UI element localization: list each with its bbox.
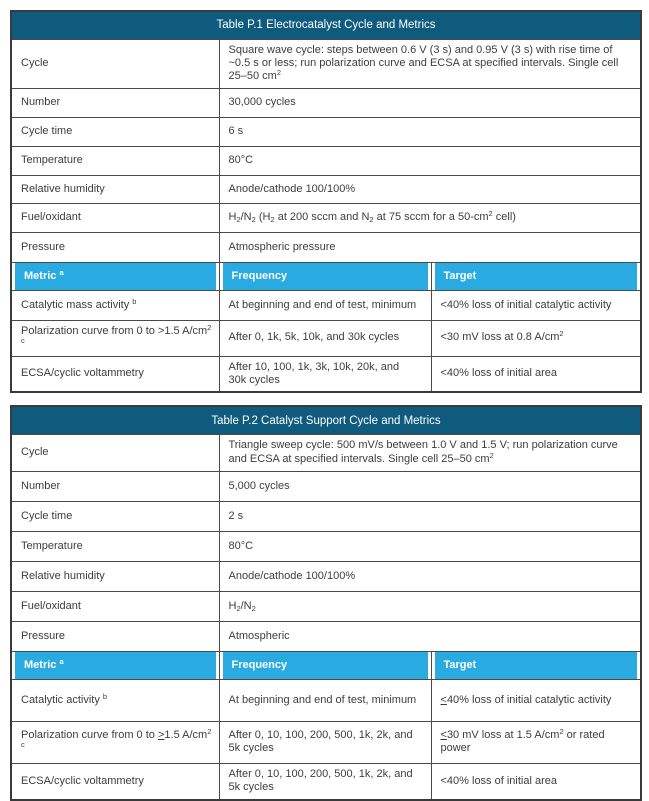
metric-row bbox=[11, 290, 641, 320]
table-row bbox=[11, 175, 641, 203]
metric-target: <40% loss of initial area bbox=[431, 763, 641, 799]
metric-name: Polarization curve from 0 to >1.5 $A/cm^{2 c}$ bbox=[11, 721, 219, 763]
param-value: Triangle sweep cycle: 500 mV/s between 1.0 V and 1.5 V; run polarization curve and ECSA at specified intervals. Single cell 25–50 $cm^2$ bbox=[219, 434, 641, 471]
table-p2-title-row bbox=[11, 406, 641, 434]
table-row bbox=[11, 434, 641, 471]
metric-header-target: Target bbox=[431, 651, 641, 679]
metric-frequency: At beginning and end of test, minimum bbox=[219, 290, 431, 320]
param-label: Cycle bbox=[11, 434, 219, 471]
param-label: Temperature bbox=[11, 146, 219, 175]
metric-header-frequency: Frequency bbox=[219, 651, 431, 679]
table-row bbox=[11, 232, 641, 262]
table-row bbox=[11, 39, 641, 88]
table-row bbox=[11, 146, 641, 175]
metric-frequency: After 0, 10, 100, 200, 500, 1k, 2k, and 5k cycles bbox=[219, 721, 431, 763]
metric-frequency: After 0, 1k, 5k, 10k, and 30k cycles bbox=[219, 320, 431, 356]
metric-row bbox=[11, 356, 641, 392]
metric-name: Catalytic mass activity $^b$ bbox=[11, 290, 219, 320]
param-value: 80°C bbox=[219, 146, 641, 175]
metric-header-target: Target bbox=[431, 262, 641, 290]
param-label: Cycle time bbox=[11, 501, 219, 531]
param-value: Anode/cathode 100/100% bbox=[219, 175, 641, 203]
table-row bbox=[11, 203, 641, 232]
param-label: Cycle time bbox=[11, 117, 219, 146]
metric-name: Polarization curve from 0 to >1.5 $A/cm^{2 c}$ bbox=[11, 320, 219, 356]
metric-target: <40% loss of initial catalytic activity bbox=[431, 679, 641, 721]
table-row bbox=[11, 88, 641, 117]
table-row bbox=[11, 591, 641, 621]
table-row bbox=[11, 561, 641, 591]
param-value: 2 s bbox=[219, 501, 641, 531]
param-value: $H_2/N_2$ ($H_2$ at 200 sccm and $N_2$ at 75 sccm for a $50-cm^2$ cell) bbox=[219, 203, 641, 232]
param-value: Square wave cycle: steps between 0.6 V (3 s) and 0.95 V (3 s) with rise time of ~0.5 s or less; run polarization curve and ECSA at specified intervals. Single cell 25–50 $cm^2$ bbox=[219, 39, 641, 88]
metric-name: ECSA/cyclic voltammetry bbox=[11, 763, 219, 799]
table-p1 bbox=[10, 10, 642, 393]
param-label: Number bbox=[11, 88, 219, 117]
metric-target: <40% loss of initial catalytic activity bbox=[431, 290, 641, 320]
param-label: Pressure bbox=[11, 232, 219, 262]
param-value: 80°C bbox=[219, 531, 641, 561]
metric-frequency: After 0, 10, 100, 200, 500, 1k, 2k, and 5k cycles bbox=[219, 763, 431, 799]
metric-header-metric: Metric $^a$ bbox=[11, 651, 219, 679]
param-label: Cycle bbox=[11, 39, 219, 88]
param-value: 5,000 cycles bbox=[219, 471, 641, 501]
table-row bbox=[11, 531, 641, 561]
param-label: Pressure bbox=[11, 621, 219, 651]
metric-name: Catalytic activity $^b$ bbox=[11, 679, 219, 721]
param-value: 30,000 cycles bbox=[219, 88, 641, 117]
metric-frequency: After 10, 100, 1k, 3k, 10k, 20k, and 30k cycles bbox=[219, 356, 431, 392]
metric-name: ECSA/cyclic voltammetry bbox=[11, 356, 219, 392]
metric-header-frequency: Frequency bbox=[219, 262, 431, 290]
metric-row bbox=[11, 679, 641, 721]
param-label: Relative humidity bbox=[11, 561, 219, 591]
table-row bbox=[11, 621, 641, 651]
param-label: Temperature bbox=[11, 531, 219, 561]
metric-header-row bbox=[11, 651, 641, 679]
param-value: Atmospheric pressure bbox=[219, 232, 641, 262]
metric-row bbox=[11, 721, 641, 763]
metric-row bbox=[11, 763, 641, 799]
param-value: Atmospheric bbox=[219, 621, 641, 651]
param-value: 6 s bbox=[219, 117, 641, 146]
param-label: Fuel/oxidant bbox=[11, 203, 219, 232]
param-label: Relative humidity bbox=[11, 175, 219, 203]
metric-header-metric: Metric $^a$ bbox=[11, 262, 219, 290]
metric-row bbox=[11, 320, 641, 356]
table-row bbox=[11, 117, 641, 146]
metric-header-row bbox=[11, 262, 641, 290]
param-label: Fuel/oxidant bbox=[11, 591, 219, 621]
param-value: Anode/cathode 100/100% bbox=[219, 561, 641, 591]
metric-target: <30 mV loss at 0.8 $A/cm^2$ bbox=[431, 320, 641, 356]
table-row bbox=[11, 501, 641, 531]
table-p2 bbox=[10, 405, 642, 800]
param-label: Number bbox=[11, 471, 219, 501]
metric-target: <30 mV loss at 1.5 $A/cm^2$ or rated power bbox=[431, 721, 641, 763]
metric-target: <40% loss of initial area bbox=[431, 356, 641, 392]
table-p2-title: Table P.2 Catalyst Support Cycle and Metrics bbox=[11, 406, 641, 434]
table-p1-title-row bbox=[11, 11, 641, 39]
param-value: $H_2/N_2$ bbox=[219, 591, 641, 621]
table-row bbox=[11, 471, 641, 501]
metric-frequency: At beginning and end of test, minimum bbox=[219, 679, 431, 721]
table-p1-title: Table P.1 Electrocatalyst Cycle and Metrics bbox=[11, 11, 641, 39]
